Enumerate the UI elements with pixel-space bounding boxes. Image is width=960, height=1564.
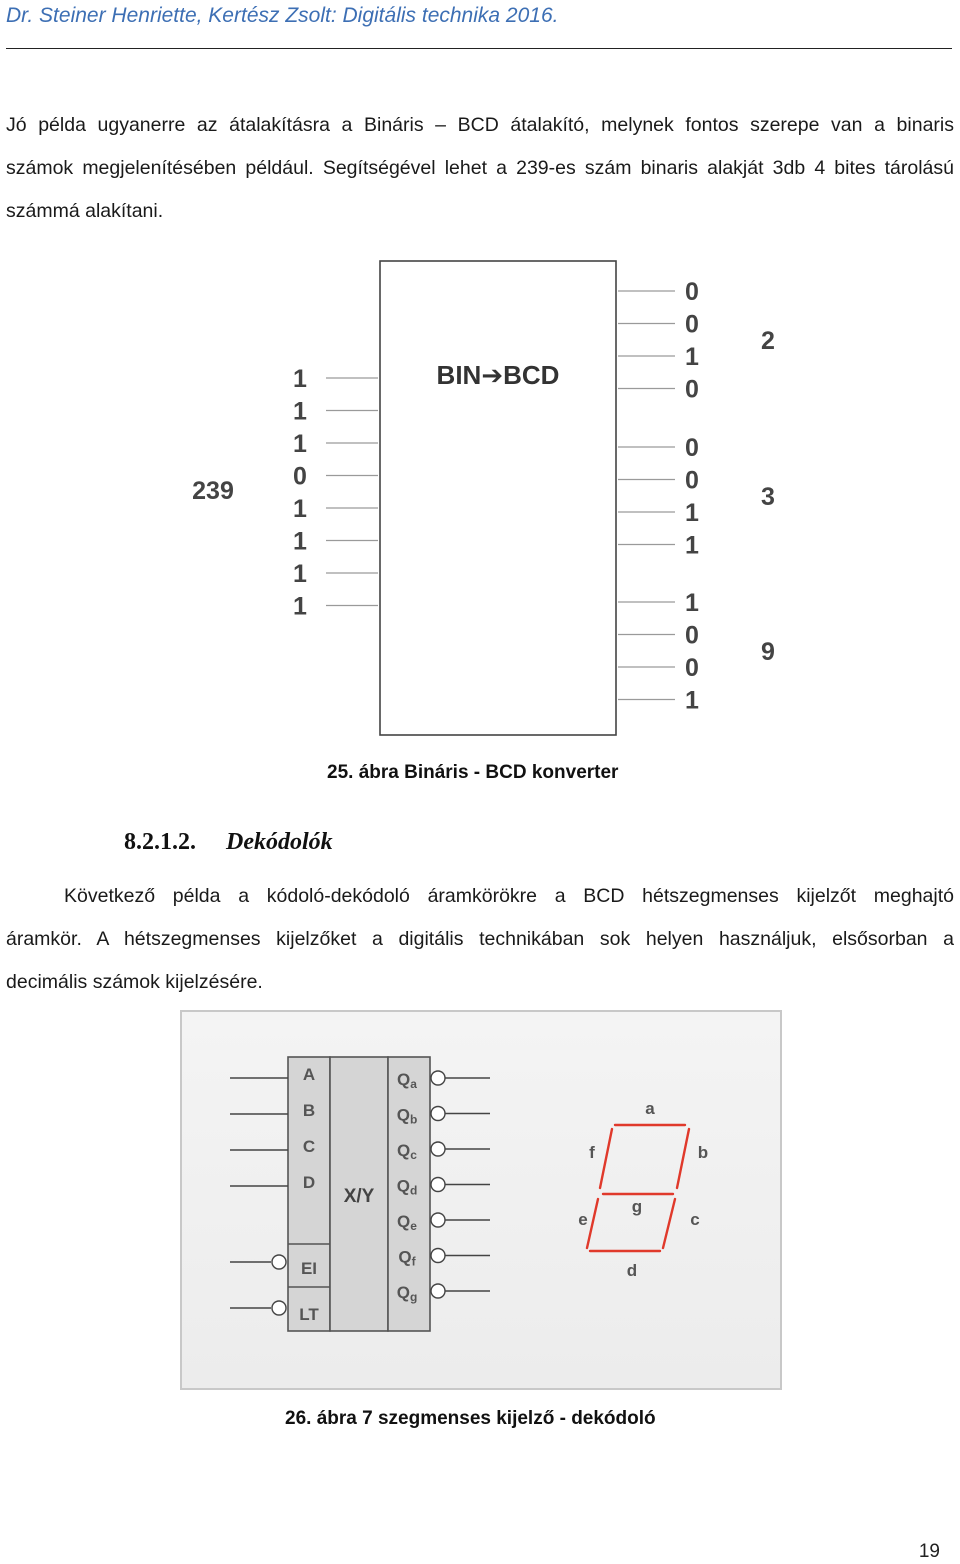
body-line-3: decimális számok kijelzésére.	[6, 971, 263, 993]
input-bits	[293, 365, 378, 621]
output-bit: 0	[685, 654, 699, 682]
segment-label-b: b	[697, 1143, 709, 1162]
body-line-2: áramkör. A hétszegmenses kijelzőket a digitális technikában sok helyen használjuk, elsősorban a	[6, 928, 954, 950]
output-bit: 1	[685, 589, 699, 617]
seven-segment-decoder-figure	[178, 1008, 786, 1394]
bin-bcd-diagram	[0, 250, 960, 750]
output-bit: 0	[685, 466, 699, 495]
output-bit: 1	[685, 531, 699, 560]
inversion-bubble	[431, 1178, 445, 1192]
inversion-bubble	[431, 1213, 445, 1227]
inversion-bubble	[272, 1301, 286, 1315]
decoder-output-label: Qe	[397, 1212, 417, 1233]
output-bit: 0	[685, 375, 699, 404]
enable-input-label: EI	[300, 1259, 318, 1278]
input-number-label: 239	[192, 477, 234, 505]
decoder-output-label: Qc	[397, 1141, 417, 1162]
inversion-bubble	[272, 1255, 286, 1269]
bcd-digit: 9	[761, 638, 775, 666]
decoder-input-label: A	[302, 1065, 316, 1084]
output-bit: 0	[685, 434, 699, 462]
output-bit: 0	[685, 621, 699, 650]
decoder-input-label: C	[302, 1137, 316, 1156]
input-bit: 1	[293, 365, 307, 393]
input-bit: 1	[293, 495, 307, 523]
inversion-bubble	[431, 1142, 445, 1156]
figure-26-caption: 26. ábra 7 szegmenses kijelző - dekódoló	[285, 1408, 656, 1429]
intro-paragraph	[6, 104, 954, 233]
intro-line-1: Jó példa ugyanerre az átalakításra a Bináris – BCD átalakító, melynek fontos szerepe van a binaris	[6, 114, 954, 136]
segment-label-g: g	[631, 1197, 643, 1216]
segment-label-c: c	[690, 1210, 700, 1229]
header-rule	[6, 48, 952, 49]
segment-label-e: e	[578, 1210, 588, 1229]
decoder-input-column	[288, 1057, 330, 1331]
inversion-bubble	[431, 1284, 445, 1298]
decoder-output-label: Qa	[397, 1070, 417, 1091]
body-paragraph	[6, 875, 954, 1004]
figure-panel	[181, 1011, 781, 1389]
input-bit: 1	[293, 397, 307, 426]
bin-bcd-block	[380, 261, 616, 735]
decoder-output-label: Qd	[396, 1176, 418, 1198]
decoder-output-label: Qb	[396, 1105, 418, 1127]
section-number: 8.2.1.2.	[124, 829, 196, 855]
intro-line-2: számok megjelenítésében például. Segítségével lehet a 239-es szám binaris alakját 3db 4 bites tárolású	[6, 157, 954, 179]
bcd-digit: 2	[761, 327, 775, 355]
body-line-1: Következő példa a kódoló-dekódoló áramkörökre a BCD hétszegmenses kijelzőt meghajtó	[64, 885, 954, 907]
input-bit: 1	[293, 592, 307, 621]
segment-label-a: a	[645, 1099, 655, 1118]
inversion-bubble	[431, 1107, 445, 1121]
intro-line-3: számmá alakítani.	[6, 200, 164, 222]
section-title: Dekódolók	[226, 829, 333, 855]
decoder-output-label: Qg	[396, 1283, 418, 1304]
decoder-input-label: D	[302, 1173, 316, 1192]
output-bit: 0	[685, 310, 699, 339]
bin-bcd-block-label: BIN➔BCD	[436, 360, 560, 390]
decoder-block-label: X/Y	[343, 1186, 375, 1207]
input-bit: 1	[293, 527, 307, 556]
bcd-digit: 3	[761, 483, 775, 511]
input-bit: 1	[293, 430, 307, 458]
enable-input-label: LT	[299, 1305, 319, 1324]
decoder-output-label: Qf	[398, 1247, 416, 1269]
input-bit: 1	[293, 560, 307, 588]
page-number: 19	[918, 1541, 940, 1562]
figure-25-caption: 25. ábra Bináris - BCD konverter	[327, 762, 619, 783]
page-header: Dr. Steiner Henriette, Kertész Zsolt: Digitális technika 2016.	[6, 4, 559, 27]
inversion-bubble	[431, 1249, 445, 1263]
inversion-bubble	[431, 1071, 445, 1085]
output-bit: 1	[685, 686, 699, 715]
section-heading	[124, 829, 333, 856]
segment-label-d: d	[626, 1261, 638, 1280]
output-bits	[618, 278, 775, 715]
output-bit: 1	[685, 343, 699, 371]
segment-label-f: f	[589, 1143, 595, 1162]
output-bit: 0	[685, 278, 699, 306]
decoder-input-label: B	[302, 1101, 316, 1120]
input-bit: 0	[293, 462, 307, 491]
output-bit: 1	[685, 499, 699, 527]
